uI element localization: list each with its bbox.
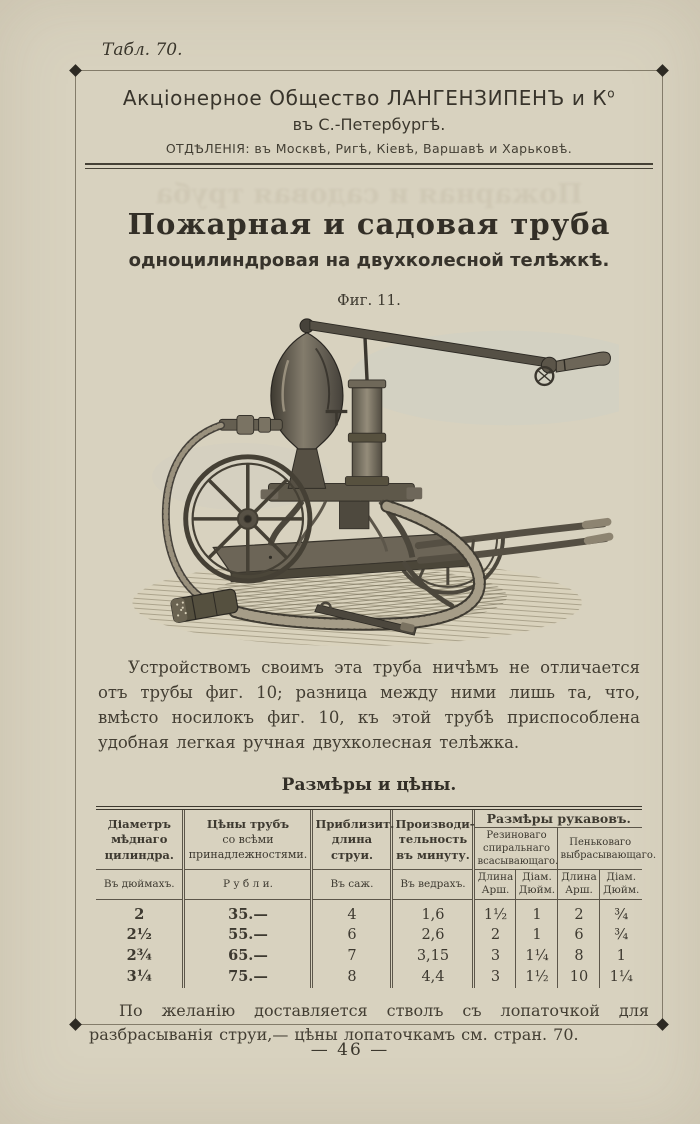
col-header-jet: Приблизит. длина струи. (312, 808, 392, 870)
figure-caption: Фиг. 11. (337, 291, 401, 309)
unit-output: Въ ведрахъ. (392, 870, 474, 899)
table-cell: 4 (312, 899, 392, 925)
table-row (96, 899, 642, 925)
table-cell: 1,6 (392, 899, 474, 925)
show-through-ghost-text: Пожарная и садовая труба (155, 179, 583, 210)
company-name (76, 86, 662, 110)
table-cell: 1 (600, 946, 642, 967)
table-cell: 10 (558, 967, 600, 988)
col-group-hoses: Размѣры рукавовъ. (474, 808, 642, 828)
table-cell: 2 (474, 925, 516, 946)
col-header-price-main: Цѣны трубъ (206, 817, 290, 832)
description-paragraph: Устройствомъ своимъ эта труба ничѣмъ не отличается отъ трубы фиг. 10; разница между ними лишь та, что, вмѣсто носилокъ фиг. 10, къ этой трубѣ приспособлена удобная легкая ручная двухколесная телѣжка. (98, 658, 640, 753)
col-header-diameter: Діаметръ мѣднаго цилиндра. (96, 808, 184, 870)
table-cell: 3 (474, 967, 516, 988)
unit-len1: Длина Арш. (474, 870, 516, 899)
table-cell: 6 (558, 925, 600, 946)
col-header-price (184, 808, 312, 870)
unit-price: Р у б л и. (184, 870, 312, 899)
corner-diamond-icon (69, 64, 82, 77)
table-cell: 3 (474, 946, 516, 967)
col-header-suction-hose: Резиноваго спиральнаго всасывающаго. (474, 828, 558, 870)
piston-rod (365, 339, 367, 380)
table-cell: 2,6 (392, 925, 474, 946)
unit-diameter: Въ дюймахъ. (96, 870, 184, 899)
page-frame (75, 70, 663, 1044)
unit-dia2: Діам. Дюйм. (600, 870, 642, 899)
table-cell: 1½ (474, 899, 516, 925)
company-name-text: Акціонерное Общество ЛАНГЕНЗИПЕНЪ и К (122, 86, 608, 110)
col-header-price-sub: со всѣми принадлежностями. (188, 832, 308, 861)
corner-diamond-icon (656, 1018, 669, 1031)
note-paragraph: По желанію доставляется стволъ съ лопаточкой для разбрасыванія струи,— цѣны лопаточкамъ см. стран. 70. (89, 1000, 649, 1044)
pump-engraving-illustration (119, 309, 619, 649)
table-cell: 1¼ (600, 967, 642, 988)
unit-dia1: Діам. Дюйм. (516, 870, 558, 899)
table-cell: 1½ (516, 967, 558, 988)
table-cell: 1 (516, 899, 558, 925)
table-row (96, 967, 642, 988)
header-double-rule (85, 163, 653, 169)
table-row (96, 925, 642, 946)
cart-wheel (186, 457, 310, 581)
table-cell: 7 (312, 946, 392, 967)
corner-diamond-icon (69, 1018, 82, 1031)
table-cell: 6 (312, 925, 392, 946)
table-cell: 2 (134, 905, 145, 923)
scan-wash (349, 331, 619, 426)
table-row (96, 946, 642, 967)
table-cell: 3¼ (126, 968, 152, 986)
table-cell: 1¼ (516, 946, 558, 967)
company-branches: ОТДѢЛЕНІЯ: въ Москвѣ, Ригѣ, Кіевѣ, Варшавѣ и Харьковѣ. (165, 141, 573, 156)
table-cell: 2¾ (126, 947, 152, 965)
unit-len2: Длина Арш. (558, 870, 600, 899)
col-header-delivery-hose: Пеньковаго выбрасывающаго. (558, 828, 642, 870)
table-cell: 35.— (184, 899, 312, 925)
table-cell: 2 (558, 899, 600, 925)
table-cell: 65.— (184, 946, 312, 967)
plate-label: Табл. 70. (102, 40, 183, 60)
table-cell: 1 (516, 925, 558, 946)
corner-diamond-icon (656, 64, 669, 77)
table-cell: 8 (558, 946, 600, 967)
table-cell: 55.— (184, 925, 312, 946)
table-cell: 3,15 (392, 946, 474, 967)
price-table-title: Размѣры и цѣны. (281, 775, 457, 796)
unit-jet: Въ саж. (312, 870, 392, 899)
page-number: — 46 — (310, 1040, 390, 1060)
company-sup: о (607, 86, 616, 101)
product-subtitle: одноцилиндровая на двухколесной телѣжкѣ. (128, 250, 610, 271)
product-title: Пожарная и садовая труба (127, 207, 611, 241)
col-header-output: Производи- тельность въ минуту. (392, 808, 474, 870)
price-table (96, 806, 657, 988)
table-cell: 75.— (184, 967, 312, 988)
table-cell: 8 (312, 967, 392, 988)
table-cell: 4,4 (392, 967, 474, 988)
company-city: въ С.-Петербургѣ. (292, 115, 446, 134)
table-cell: 2½ (126, 926, 152, 944)
table-cell: ¾ (600, 899, 642, 925)
table-cell: ¾ (600, 925, 642, 946)
